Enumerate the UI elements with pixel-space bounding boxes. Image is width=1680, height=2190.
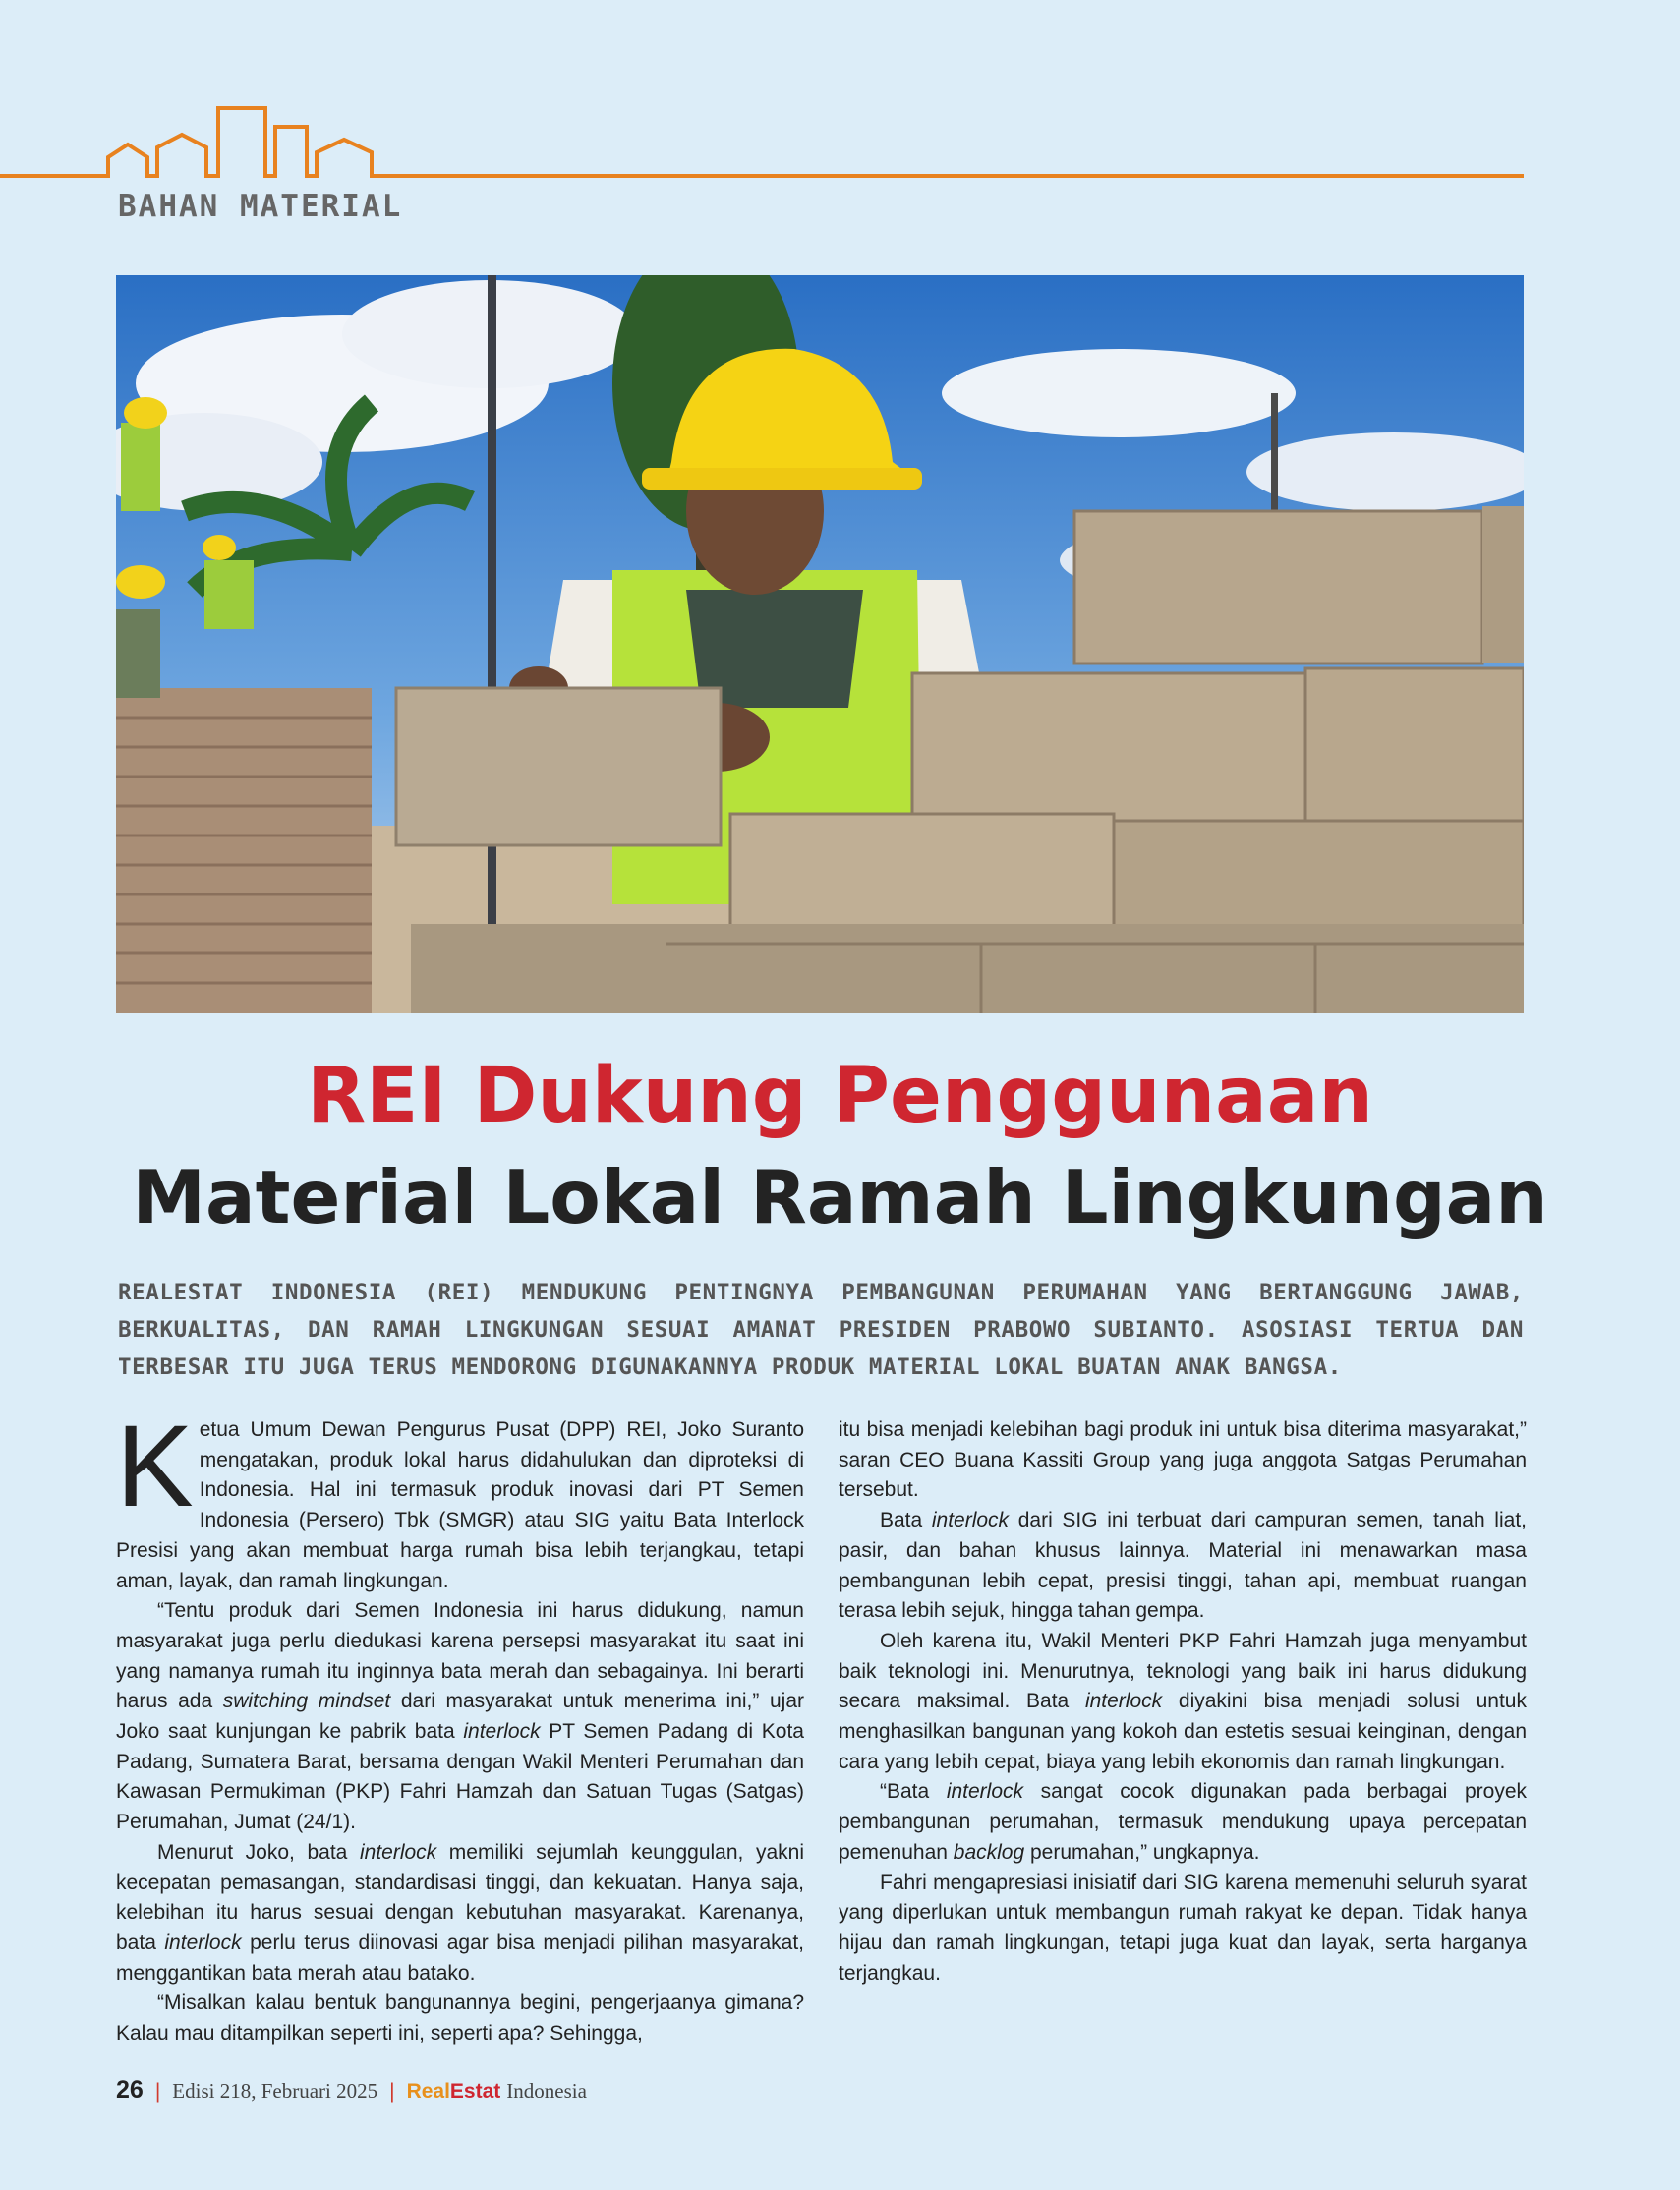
footer-separator: | bbox=[154, 2080, 161, 2103]
paragraph-9: Fahri mengapresiasi inisiatif dari SIG karena memenuhi seluruh syarat yang diperlukan untuk membangun rumah rakyat ke depan. Tidak hanya hijau dan ramah lingkungan, tetapi juga kuat dan layak, serta harganya terjangkau. bbox=[839, 1871, 1527, 1985]
paragraph-4: “Misalkan kalau bentuk bangunannya begini, pengerjaanya gimana? Kalau mau ditampilkan seperti ini, seperti apa? Sehingga, bbox=[116, 1991, 804, 2046]
paragraph-1: Ketua Umum Dewan Pengurus Pusat (DPP) REI, Joko Suranto mengatakan, produk lokal harus didahulukan dan diproteksi di Indonesia. Hal ini termasuk produk inovasi dari PT Semen Indonesia (Persero) Tbk (SMGR) atau SIG yaitu Bata Interlock Presisi yang akan membuat harga rumah bisa lebih terjangkau, tetapi aman, layak, dan ramah lingkungan. bbox=[116, 1402, 804, 1592]
section-label: BAHAN MATERIAL bbox=[118, 189, 403, 224]
brand-real: Real bbox=[406, 2080, 450, 2103]
dropcap: K bbox=[116, 1402, 194, 1531]
page-number: 26 bbox=[116, 2076, 144, 2104]
paragraph-8: “Bata interlock sangat cocok digunakan pada berbagai proyek pembangunan perumahan, termasuk mendukung upaya percepatan pemenuhan backlog perumahan,” ungkapnya. bbox=[839, 1780, 1527, 1864]
paragraph-7: Oleh karena itu, Wakil Menteri PKP Fahri Hamzah juga menyambut baik teknologi ini. Menurutnya, teknologi yang baik ini harus didukung secara maksimal. Bata interlock diyakini bisa menjadi solusi untuk menghasilkan bangunan yang kokoh dan estetis sesuai keinginan, dengan cara yang lebih cepat, biaya yang lebih ekonomis dan ramah lingkungan. bbox=[839, 1629, 1527, 1773]
article-column-left bbox=[116, 1402, 805, 2049]
article-column-right bbox=[839, 1415, 1527, 1988]
footer-separator: | bbox=[389, 2080, 395, 2103]
edition-label: Edisi 218, Februari 2025 bbox=[172, 2079, 378, 2103]
lead-paragraph: REALESTAT INDONESIA (REI) MENDUKUNG PENTINGNYA PEMBANGUNAN PERUMAHAN YANG BERTANGGUNG JAWAB, BERKUALITAS, DAN RAMAH LINGKUNGAN SESUAI AMANAT PRESIDEN PRABOWO SUBIANTO. ASOSIASI TERTUA DAN TERBESAR ITU JUGA TERUS MENDORONG DIGUNAKANNYA PRODUK MATERIAL LOKAL BUATAN ANAK BANGSA. bbox=[118, 1280, 1524, 1380]
page-footer bbox=[116, 2076, 587, 2104]
photo-illustration bbox=[116, 275, 1524, 1013]
paragraph-3: Menurut Joko, bata interlock memiliki sejumlah keunggulan, yakni kecepatan pemasangan, standardisasi tinggi, dan kekuatan. Hanya saja, kelebihan itu harus sesuai dengan kebutuhan masyarakat. Karenanya, bata interlock perlu terus diinovasi agar bisa menjadi pilihan masyarakat, menggantikan bata merah atau batako. bbox=[116, 1840, 805, 1985]
brand-estat: Estat bbox=[449, 2080, 501, 2103]
headline-line-2: Material Lokal Ramah Lingkungan bbox=[132, 1154, 1548, 1240]
skyline-header-icon bbox=[0, 98, 1534, 187]
paragraph-5: itu bisa menjadi kelebihan bagi produk ini untuk bisa diterima masyarakat,” saran CEO Buana Kassiti Group yang juga anggota Satgas Perumahan tersebut. bbox=[839, 1418, 1527, 1502]
paragraph-2: “Tentu produk dari Semen Indonesia ini harus didukung, namun masyarakat juga perlu diedukasi karena persepsi masyarakat itu saat ini yang namanya rumah itu inginnya bata merah dan sebagainya. Ini berarti harus ada switching mindset dari masyarakat untuk menerima ini,” ujar Joko saat kunjungan ke pabrik bata interlock PT Semen Padang di Kota Padang, Sumatera Barat, bersama dengan Wakil Menteri Perumahan dan Kawasan Permukiman (PKP) Fahri Hamzah dan Satuan Tugas (Satgas) Perumahan, Jumat (24/1). bbox=[116, 1599, 804, 1834]
paragraph-6: Bata interlock dari SIG ini terbuat dari campuran semen, tanah liat, pasir, dan bahan khusus lainnya. Material ini menawarkan masa pembangunan lebih cepat, presisi tinggi, tahan api, membuat ruangan terasa lebih sejuk, hingga tahan gempa. bbox=[839, 1509, 1527, 1623]
brand-indonesia: Indonesia bbox=[506, 2079, 587, 2103]
headline-line-1: REI Dukung Penggunaan bbox=[307, 1052, 1373, 1140]
bricklayer-photo bbox=[116, 275, 1524, 1013]
